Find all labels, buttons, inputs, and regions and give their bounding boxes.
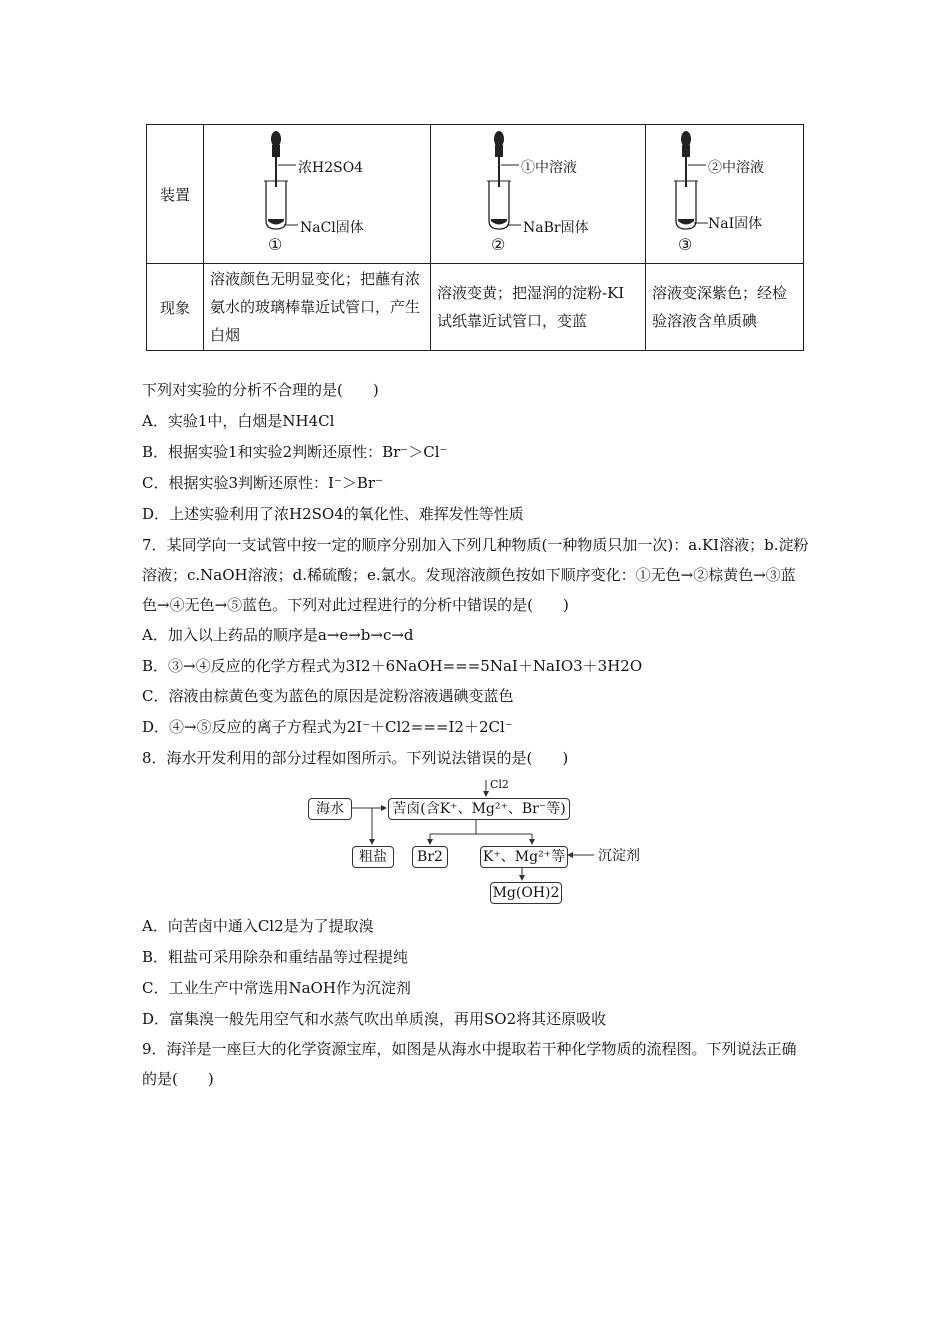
br2-box: Br2 [412, 846, 448, 868]
q6-option-d: D．上述实验利用了浓H2SO4的氧化性、难挥发性等性质 [142, 505, 524, 523]
q6-option-a: A．实验1中，白烟是NH4Cl [142, 412, 335, 430]
test-tube-dropper-icon [204, 125, 430, 263]
seawater-flow-diagram [300, 778, 660, 910]
test-tube-dropper-icon [646, 125, 806, 263]
top-label: ②中溶液 [708, 160, 764, 176]
precipitant-label: 沉淀剂 [598, 848, 640, 864]
q9-stem: 9．海洋是一座巨大的化学资源宝库，如图是从海水中提取若干种化学物质的流程图。下列说法正确的是( ) [142, 1040, 797, 1088]
top-label: ①中溶液 [521, 160, 577, 176]
q8-option-d: D．富集溴一般先用空气和水蒸气吹出单质溴，再用SO2将其还原吸收 [142, 1010, 607, 1028]
q7-stem: 7．某同学向一支试管中按一定的顺序分别加入下列几种物质(一种物质只加一次)：a.KI溶液；b.淀粉溶液；c.NaOH溶液；d.稀硫酸；e.氯水。发现溶液颜色按如下顺序变化：①无色→②棕黄色→③蓝色→④无色→⑤蓝色。下列对此过程进行的分析中错误的是( ) [142, 536, 809, 614]
row-head-phenomena: 现象 [147, 264, 204, 351]
q7-option-d: D．④→⑤反应的离子方程式为2I⁻＋Cl2===I2＋2Cl⁻ [142, 718, 513, 736]
q8-option-a: A．向苦卤中通入Cl2是为了提取溴 [142, 917, 374, 935]
phenomenon-1: 溶液颜色无明显变化；把蘸有浓氨水的玻璃棒靠近试管口，产生白烟 [204, 264, 431, 351]
q8-option-b: B．粗盐可采用除杂和重结晶等过程提纯 [142, 948, 409, 966]
bottom-label: NaBr固体 [523, 220, 589, 236]
q8-stem: 8．海水开发利用的部分过程如图所示。下列说法错误的是( ) [142, 749, 569, 767]
q7-option-b: B．③→④反应的化学方程式为3I2＋6NaOH===5NaI＋NaIO3＋3H2O [142, 657, 643, 675]
apparatus-number: ① [268, 235, 283, 254]
q6-option-c: C．根据实验3判断还原性：I⁻＞Br⁻ [142, 474, 383, 492]
apparatus-2 [431, 125, 646, 264]
top-label: 浓H2SO4 [298, 160, 364, 176]
q7-option-c: C．溶液由棕黄色变为蓝色的原因是淀粉溶液遇碘变蓝色 [142, 687, 514, 705]
q8-option-c: C．工业生产中常选用NaOH作为沉淀剂 [142, 979, 411, 997]
row-head-apparatus: 装置 [147, 125, 204, 264]
apparatus-number: ② [491, 235, 506, 254]
phenomenon-2: 溶液变黄；把湿润的淀粉-KI试纸靠近试管口，变蓝 [431, 264, 646, 351]
bottom-label: NaCl固体 [300, 220, 364, 236]
mgoh2-box: Mg(OH)2 [490, 882, 562, 904]
q7-option-a: A．加入以上药品的顺序是a→e→b→c→d [142, 626, 414, 644]
crude-salt-box: 粗盐 [352, 846, 394, 868]
cl2-label: Cl2 [490, 778, 509, 791]
seawater-box: 海水 [308, 798, 352, 820]
test-tube-dropper-icon [431, 125, 645, 263]
experiment-table [146, 124, 804, 351]
apparatus-1 [204, 125, 431, 264]
q6-option-b: B．根据实验1和实验2判断还原性：Br⁻＞Cl⁻ [142, 443, 448, 461]
phenomenon-3: 溶液变深紫色；经检验溶液含单质碘 [646, 264, 804, 351]
k-mg-box: K⁺、Mg²⁺等 [480, 846, 568, 868]
q6-stem: 下列对实验的分析不合理的是( ) [142, 381, 379, 399]
apparatus-3 [646, 125, 804, 264]
bottom-label: NaI固体 [708, 216, 763, 232]
bittern-box: 苦卤(含K⁺、Mg²⁺、Br⁻等) [388, 798, 570, 820]
apparatus-number: ③ [678, 235, 693, 254]
